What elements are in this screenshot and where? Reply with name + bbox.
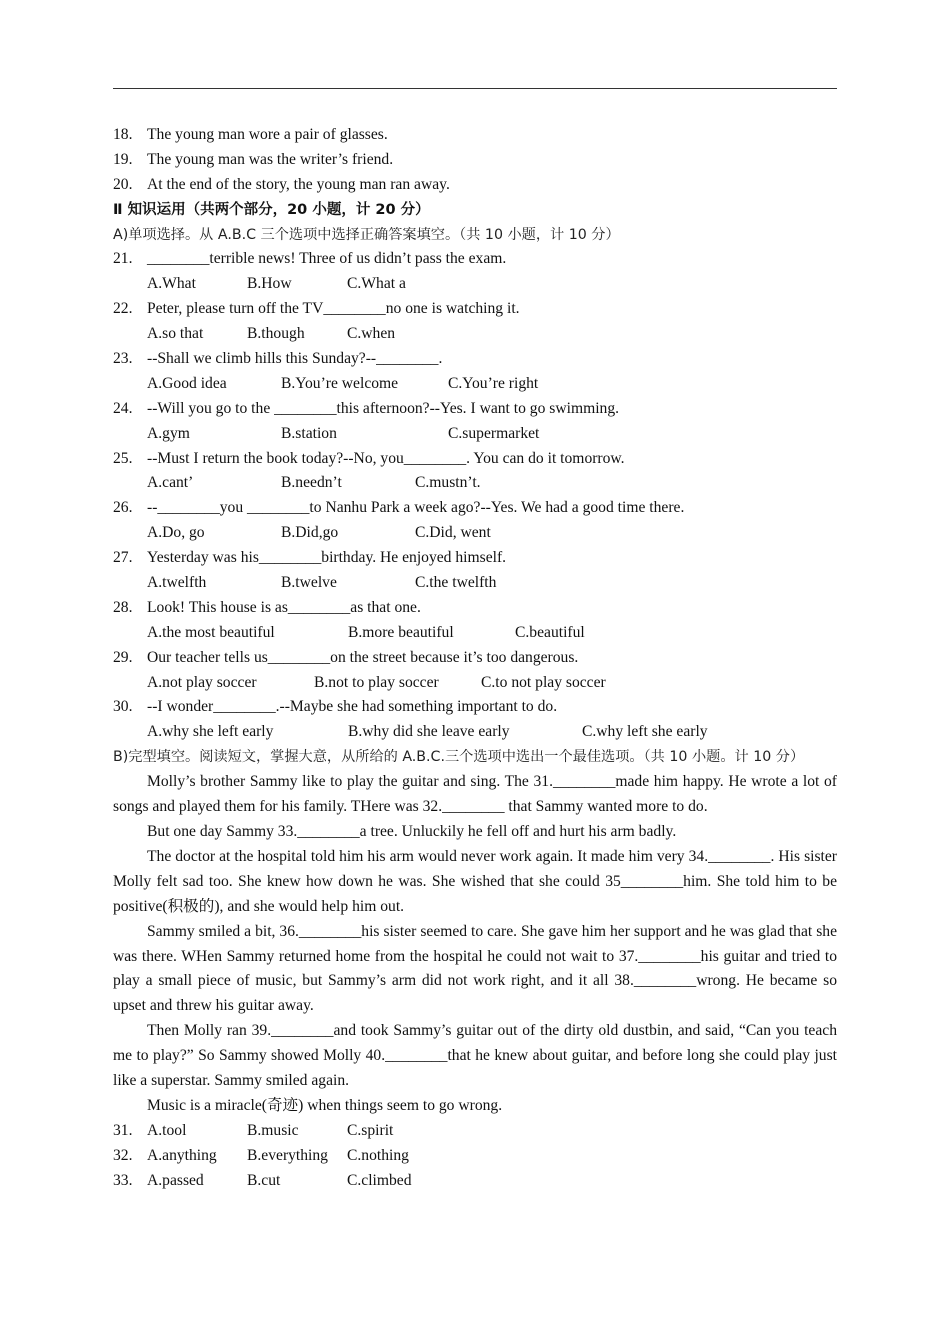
question-text: --I wonder________.--Maybe she had something important to do. xyxy=(147,698,558,716)
passage-paragraph: Then Molly ran 39.________and took Sammy’s guitar out of the dirty old dustbin, and said, “Can you teach me to play?” So Sammy showed Molly 40.________that he knew about guitar, and before long she could play just like a superstar. Sammy smiled again. xyxy=(113,1022,837,1090)
question xyxy=(113,695,837,720)
exam-page xyxy=(113,123,837,1194)
option-b[interactable]: B.How xyxy=(247,275,292,293)
option-a[interactable]: A.twelfth xyxy=(147,574,207,592)
question xyxy=(113,596,837,621)
option-b[interactable]: B.station xyxy=(281,424,337,442)
cloze-option-row xyxy=(113,1119,837,1144)
option-b[interactable]: B.twelve xyxy=(281,574,337,592)
part-b-title: B)完型填空。阅读短文，掌握大意，从所给的 A.B.C.三个选项中选出一个最佳选项。（共 10 小题。计 10 分） xyxy=(113,749,805,766)
question xyxy=(113,447,837,472)
judge-item xyxy=(113,148,837,173)
option-a[interactable]: A.why she left early xyxy=(147,723,274,741)
option-a[interactable]: A.Good idea xyxy=(147,374,227,392)
question-text: Peter, please turn off the TV________no one is watching it. xyxy=(147,300,520,318)
option-c[interactable]: C.Did, went xyxy=(415,524,491,542)
question-text: Our teacher tells us________on the street because it’s too dangerous. xyxy=(147,648,579,666)
option-a[interactable]: A.What xyxy=(147,275,196,293)
option-a[interactable]: A.cant’ xyxy=(147,474,194,492)
passage-paragraph: The doctor at the hospital told him his arm would never work again. It made him very 34.________. His sister Molly felt sad too. She knew how down he was. She wished that she could 35________him. She told him to be positive(积极的), and she would help him out. xyxy=(113,847,837,915)
option-b[interactable]: B.more beautiful xyxy=(348,623,454,641)
option-a[interactable]: A.the most beautiful xyxy=(147,623,275,641)
option-b[interactable]: B.cut xyxy=(247,1171,281,1189)
option-c[interactable]: C.supermarket xyxy=(448,424,540,442)
item-number: 19. xyxy=(113,150,133,168)
option-b[interactable]: B.though xyxy=(247,325,305,343)
option-b[interactable]: B.everything xyxy=(247,1146,328,1164)
question-number: 22. xyxy=(113,300,133,318)
option-c[interactable]: C.when xyxy=(347,325,396,343)
cloze-option-row xyxy=(113,1169,837,1194)
question-number: 30. xyxy=(113,698,133,716)
options-row xyxy=(113,422,837,447)
options-row xyxy=(113,322,837,347)
option-b[interactable]: B.not to play soccer xyxy=(314,673,439,691)
question xyxy=(113,347,837,372)
options-row xyxy=(113,471,837,496)
passage-paragraph: Music is a miracle(奇迹) when things seem to go wrong. xyxy=(147,1096,503,1114)
judge-item xyxy=(113,173,837,198)
question-number: 29. xyxy=(113,648,133,666)
option-c[interactable]: C.nothing xyxy=(347,1146,409,1164)
question-number: 27. xyxy=(113,549,133,567)
question-text: --Must I return the book today?--No, you________. You can do it tomorrow. xyxy=(147,449,625,467)
options-row xyxy=(113,521,837,546)
options-row xyxy=(113,571,837,596)
item-text: The young man wore a pair of glasses. xyxy=(147,126,388,143)
question-number: 33. xyxy=(113,1171,133,1189)
judge-item xyxy=(113,123,837,148)
options-row xyxy=(113,372,837,397)
question-number: 24. xyxy=(113,399,133,417)
question xyxy=(113,646,837,671)
question-number: 31. xyxy=(113,1121,133,1139)
question-number: 21. xyxy=(113,250,133,268)
passage-paragraph: Sammy smiled a bit, 36.________his sister seemed to care. She gave him her support and he was glad that she was there. WHen Sammy returned home from the hospital he could not wait to 37.________his guitar and tried to play a small piece of music, but Sammy’s arm did not work right, and it all 38.________wrong. He became so upset and threw his guitar away. xyxy=(113,922,837,1015)
section-title: Ⅱ 知识运用（共两个部分，20 小题，计 20 分） xyxy=(113,201,430,218)
option-a[interactable]: A.not play soccer xyxy=(147,673,257,691)
question xyxy=(113,496,837,521)
header-rule xyxy=(113,88,837,89)
question-text: Yesterday was his________birthday. He enjoyed himself. xyxy=(147,549,507,567)
option-b[interactable]: B.You’re welcome xyxy=(281,374,399,392)
question-number: 26. xyxy=(113,499,133,517)
question-text: ________terrible news! Three of us didn’t pass the exam. xyxy=(147,250,507,268)
option-c[interactable]: C.mustn’t. xyxy=(415,474,481,492)
question-text: --________you ________to Nanhu Park a week ago?--Yes. We had a good time there. xyxy=(147,499,685,517)
question-number: 25. xyxy=(113,449,133,467)
option-b[interactable]: B.music xyxy=(247,1121,299,1139)
question xyxy=(113,297,837,322)
item-text: At the end of the story, the young man ran away. xyxy=(147,175,450,193)
option-a[interactable]: A.passed xyxy=(147,1171,204,1189)
cloze-option-row xyxy=(113,1144,837,1169)
option-c[interactable]: C.to not play soccer xyxy=(481,673,606,691)
question-text: Look! This house is as________as that one. xyxy=(147,598,421,616)
option-a[interactable]: A.gym xyxy=(147,424,190,442)
option-c[interactable]: C.why left she early xyxy=(582,723,708,741)
option-c[interactable]: C.climbed xyxy=(347,1171,412,1189)
options-row xyxy=(113,621,837,646)
option-a[interactable]: A.Do, go xyxy=(147,524,205,542)
options-row xyxy=(113,272,837,297)
option-b[interactable]: B.Did,go xyxy=(281,524,339,542)
question xyxy=(113,397,837,422)
option-c[interactable]: C.What a xyxy=(347,275,406,293)
question xyxy=(113,546,837,571)
option-c[interactable]: C.spirit xyxy=(347,1121,394,1139)
item-number: 20. xyxy=(113,175,133,193)
question-number: 32. xyxy=(113,1146,133,1164)
option-a[interactable]: A.so that xyxy=(147,325,204,343)
option-b[interactable]: B.why did she leave early xyxy=(348,723,510,741)
question-text: --Will you go to the ________this afternoon?--Yes. I want to go swimming. xyxy=(147,399,620,417)
option-c[interactable]: C.You’re right xyxy=(448,374,539,392)
option-a[interactable]: A.anything xyxy=(147,1146,217,1164)
question-number: 28. xyxy=(113,598,133,616)
option-c[interactable]: C.the twelfth xyxy=(415,574,497,592)
question-text: --Shall we climb hills this Sunday?--________. xyxy=(147,350,443,368)
question-number: 23. xyxy=(113,350,133,368)
passage-paragraph: Molly’s brother Sammy like to play the guitar and sing. The 31.________made him happy. He wrote a lot of songs and played them for his family. THere was 32.________ that Sammy wanted more to do. xyxy=(113,773,837,816)
options-row xyxy=(113,720,837,745)
options-row xyxy=(113,671,837,696)
item-number: 18. xyxy=(113,126,133,143)
option-a[interactable]: A.tool xyxy=(147,1121,187,1139)
option-c[interactable]: C.beautiful xyxy=(515,623,585,641)
item-text: The young man was the writer’s friend. xyxy=(147,150,394,168)
question xyxy=(113,247,837,272)
passage-paragraph: But one day Sammy 33.________a tree. Unluckily he fell off and hurt his arm badly. xyxy=(147,822,677,840)
part-a-title: A)单项选择。从 A.B.C 三个选项中选择正确答案填空。（共 10 小题，计 10 分） xyxy=(113,226,620,243)
option-b[interactable]: B.needn’t xyxy=(281,474,342,492)
